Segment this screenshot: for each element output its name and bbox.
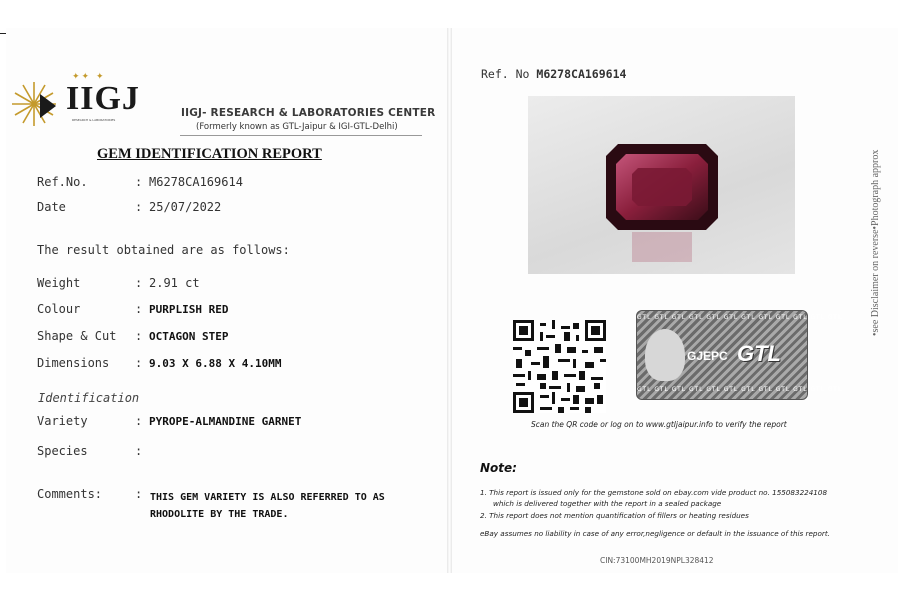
colon: : [135, 444, 143, 458]
comments-row [37, 487, 149, 501]
dimensions-label: Dimensions [37, 356, 110, 370]
garnet-gem-icon [528, 96, 795, 274]
logo-wordmark: IIGJ [66, 80, 140, 117]
hologram-gtl-text: GTL [737, 341, 781, 366]
report-title: GEM IDENTIFICATION REPORT [97, 146, 322, 162]
shape-cut-row [37, 329, 228, 343]
colon: : [135, 175, 143, 189]
date-value: 25/07/2022 [149, 200, 222, 214]
dimensions-value: 9.03 X 6.88 X 4.10MM [149, 357, 282, 370]
weight-label: Weight [37, 276, 81, 290]
verify-instructions: Scan the QR code or log on to www.gtljaipur.info to verify the report [531, 420, 787, 429]
weight-row [37, 276, 200, 290]
variety-value: PYROPE-ALMANDINE GARNET [149, 415, 302, 428]
note-item-2: 2. This report does not mention quantification of fillers or heating residues [480, 511, 749, 520]
qr-code-icon[interactable] [513, 320, 606, 413]
photo-disclaimer-side-note [866, 78, 882, 338]
species-label: Species [37, 444, 88, 458]
colon: : [135, 329, 143, 343]
logo-stars-icon: ✦✦ ✦ [72, 72, 106, 82]
ebay-disclaimer: eBay assumes no liability in case of any error,negligence or default in the issuance of this report. [480, 529, 830, 538]
hologram-strip-top: GTL GTL GTL GTL GTL GTL GTL GTL GTL GTL GTL GTL [637, 314, 843, 321]
page-fold [447, 28, 452, 573]
colon: : [135, 356, 143, 370]
note-item-1: 1. This report is issued only for the gemstone sold on ebay.com vide product no. 155083224108 [480, 488, 828, 497]
colon: : [135, 200, 143, 214]
identification-heading: Identification [38, 391, 140, 405]
species-row [37, 444, 149, 458]
right-ref-number [481, 67, 626, 81]
date-row [37, 200, 221, 214]
result-intro: The result obtained are as follows: [37, 243, 290, 257]
weight-value: 2.91 ct [149, 276, 200, 290]
shape-cut-label: Shape & Cut [37, 329, 117, 343]
colour-value: PURPLISH RED [149, 303, 229, 316]
variety-row [37, 414, 301, 428]
dimensions-row [37, 356, 281, 370]
hologram-strip-bottom: GTL GTL GTL GTL GTL GTL GTL GTL GTL GTL GTL GTL [637, 386, 843, 393]
right-ref-value: M6278CA169614 [536, 67, 627, 81]
comments-value: THIS GEM VARIETY IS ALSO REFERRED TO AS RHODOLITE BY THE TRADE. [150, 492, 385, 520]
sunburst-logo-icon [10, 80, 58, 128]
colour-row [37, 302, 228, 316]
ref-number-row [37, 175, 243, 189]
logo-tagline: RESEARCH & LABORATORIES [72, 118, 116, 122]
shape-cut-value: OCTAGON STEP [149, 330, 229, 343]
colon: : [135, 487, 143, 501]
gjepc-gtl-hologram [636, 310, 843, 400]
colon: : [135, 302, 143, 316]
date-label: Date [37, 200, 66, 214]
colour-label: Colour [37, 302, 81, 316]
note-item-1-continued: which is delivered together with the report in a sealed package [493, 499, 722, 508]
hologram-gjepc-text: GJEPC [687, 349, 728, 363]
organization-name: IIGJ- RESEARCH & LABORATORIES CENTER [181, 107, 436, 119]
organization-former-name: (Formerly known as GTL-Jaipur & IGI-GTL-Delhi) [196, 122, 398, 132]
colon: : [135, 414, 143, 428]
note-heading: Note: [480, 461, 517, 475]
right-ref-label: Ref. No [481, 67, 530, 81]
cin-number: CIN:73100MH2019NPL328412 [600, 556, 714, 565]
svg-text:•see Disclaimer on reverse•Pho: •see Disclaimer on reverse•Photograph approx [870, 149, 881, 336]
hologram-figure-icon [645, 329, 685, 381]
ref-number-label: Ref.No. [37, 175, 88, 189]
variety-label: Variety [37, 414, 88, 428]
header-divider [180, 135, 422, 136]
comments-label: Comments: [37, 487, 103, 501]
colon: : [135, 276, 143, 290]
ref-number-value: M6278CA169614 [149, 175, 243, 189]
gemstone-photo [528, 96, 795, 274]
